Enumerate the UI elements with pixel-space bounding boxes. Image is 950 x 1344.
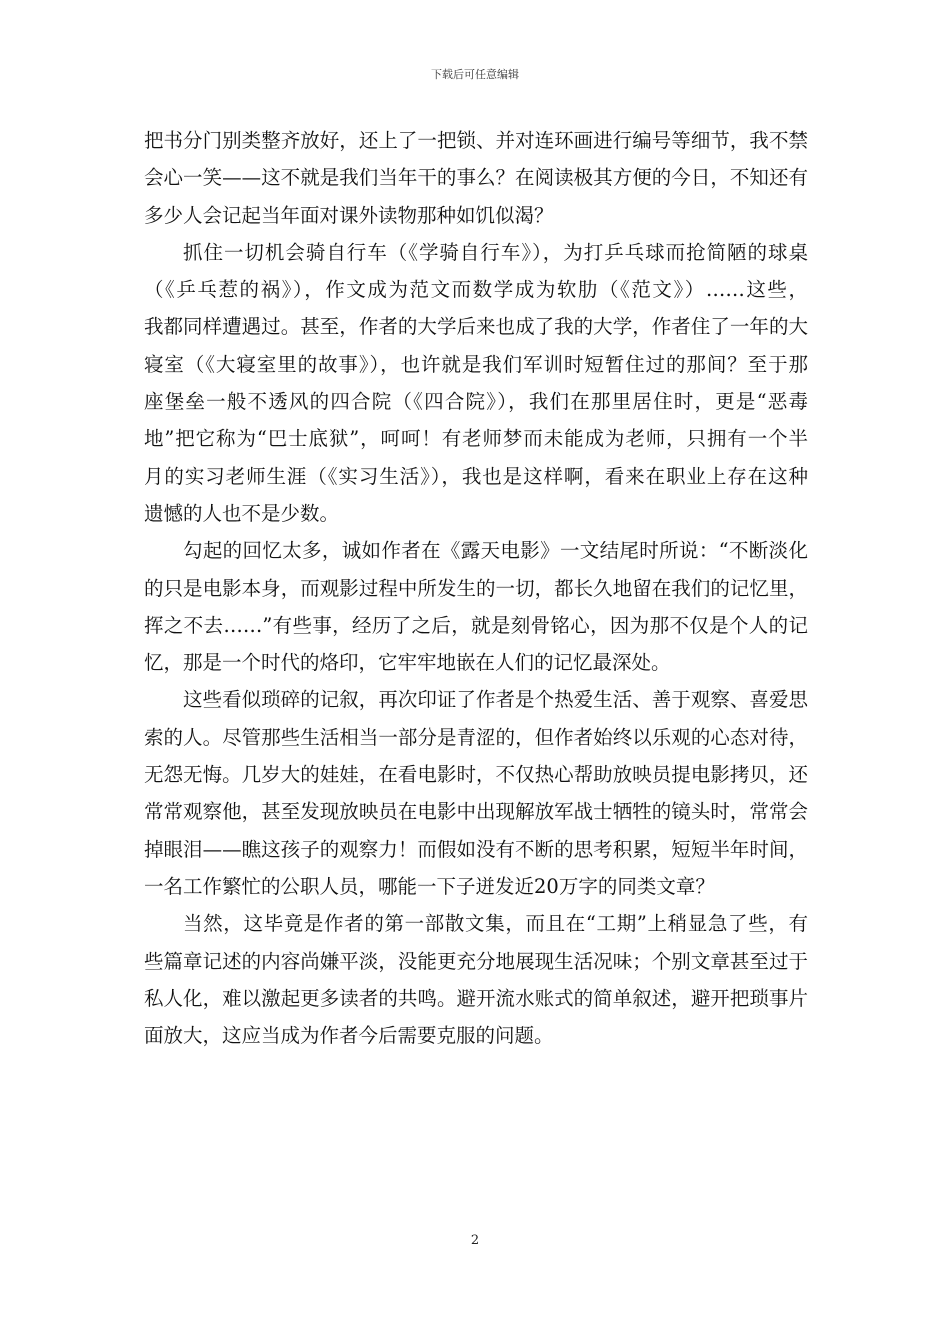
text-line: 私人化，难以激起更多读者的共鸣。避开流水账式的简单叙述，避开把琐事片 <box>144 986 808 1010</box>
text-line: 多少人会记起当年面对课外读物那种如饥似渴？ <box>144 203 554 227</box>
text-line: 勾起的回忆太多，诚如作者在《露天电影》一文结尾时所说：“不断淡化 <box>183 539 808 563</box>
text-line: 抓住一切机会骑自行车（《学骑自行车》），为打乒乓球而抢简陋的球桌 <box>183 240 808 264</box>
text-line: 寝室（《大寝室里的故事》），也许就是我们军训时短暂住过的那间？至于那 <box>144 352 808 376</box>
text-line: 些篇章记述的内容尚嫌平淡，没能更充分地展现生活况味；个别文章甚至过于 <box>144 949 808 973</box>
text-line: 无怨无悔。几岁大的娃娃，在看电影时，不仅热心帮助放映员提电影拷贝，还 <box>144 763 808 787</box>
page-number: 2 <box>470 1233 480 1248</box>
text-line: 常常观察他，甚至发现放映员在电影中出现解放军战士牺牲的镜头时，常常会 <box>144 800 808 824</box>
paragraph <box>144 905 808 1054</box>
text-line: 月的实习老师生涯（《实习生活》），我也是这样啊，看来在职业上存在这种 <box>144 464 808 488</box>
text-line: （《乒乓惹的祸》），作文成为范文而数学成为软肋（《范文》）……这些， <box>144 278 808 302</box>
paragraph <box>144 122 808 234</box>
text-line: 这些看似琐碎的记叙，再次印证了作者是个热爱生活、善于观察、喜爱思 <box>183 688 808 712</box>
paragraph <box>144 532 808 681</box>
paragraph <box>144 234 808 532</box>
text-line: 地”把它称为“巴士底狱”，呵呵！有老师梦而未能成为老师，只拥有一个半 <box>144 427 808 451</box>
text-line: 忆，那是一个时代的烙印，它牢牢地嵌在人们的记忆最深处。 <box>144 651 671 675</box>
text-line: 座堡垒一般不透风的四合院（《四合院》），我们在那里居住时，更是“恶毒 <box>144 390 808 414</box>
text-line: 挥之不去……”有些事，经历了之后，就是刻骨铭心，因为那不仅是个人的记 <box>144 613 808 637</box>
paragraph <box>144 681 808 905</box>
text-line: 的只是电影本身，而观影过程中所发生的一切，都长久地留在我们的记忆里， <box>144 576 808 600</box>
page-header: 下载后可任意编辑 <box>431 68 519 81</box>
text-line: 当然，这毕竟是作者的第一部散文集，而且在“工期”上稍显急了些，有 <box>183 912 808 936</box>
text-line: 把书分门别类整齐放好，还上了一把锁、并对连环画进行编号等细节，我不禁 <box>144 129 808 152</box>
text-line: 遗憾的人也不是少数。 <box>144 501 340 525</box>
text-line: 索的人。尽管那些生活相当一部分是青涩的，但作者始终以乐观的心态对待， <box>144 725 808 749</box>
text-line: 面放大，这应当成为作者今后需要克服的问题。 <box>144 1024 554 1048</box>
text-line: 一名工作繁忙的公职人员，哪能一下子迸发近20万字的同类文章？ <box>144 874 715 898</box>
body-text <box>144 122 808 1054</box>
text-line: 会心一笑——这不就是我们当年干的事么？在阅读极其方便的今日，不知还有 <box>144 166 808 190</box>
text-line: 掉眼泪——瞧这孩子的观察力！而假如没有不断的思考积累，短短半年时间， <box>144 837 808 861</box>
text-line: 我都同样遭遇过。甚至，作者的大学后来也成了我的大学，作者住了一年的大 <box>144 315 808 339</box>
